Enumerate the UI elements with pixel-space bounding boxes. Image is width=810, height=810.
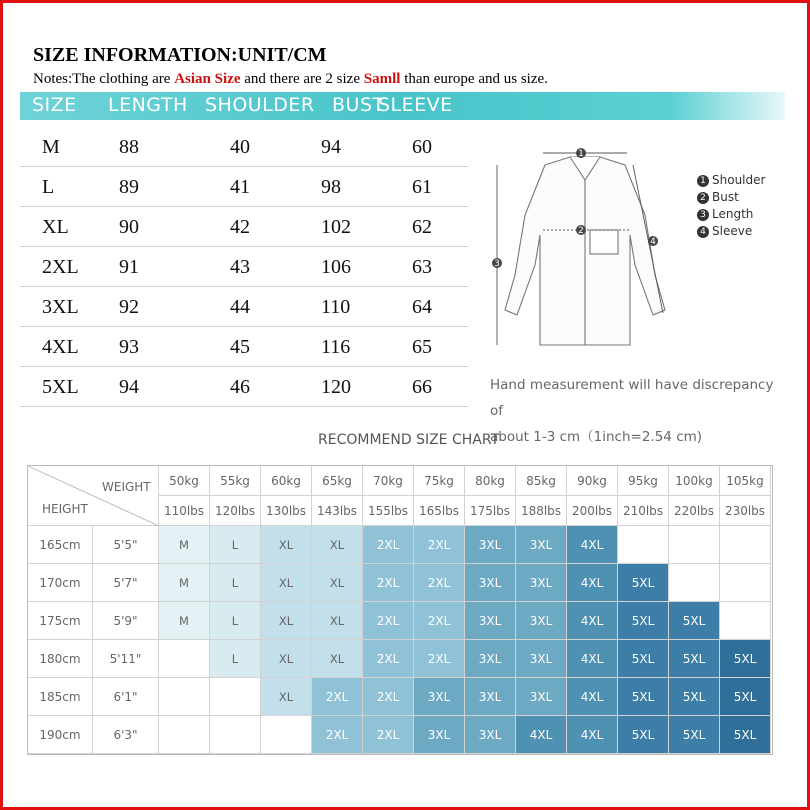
marker-4: 4: [650, 237, 656, 247]
weight-lbs-header: 220lbs: [669, 496, 720, 526]
size-label: 5XL: [42, 376, 79, 398]
size-cell: 2XL: [312, 716, 363, 754]
marker-3: 3: [494, 259, 500, 269]
notes-mid: and there are 2 size: [240, 71, 364, 87]
height-cm-label: 190cm: [28, 716, 93, 754]
measurement-value: 106: [321, 256, 351, 278]
size-cell: 2XL: [363, 526, 414, 564]
weight-kg-header: 90kg: [567, 466, 618, 496]
weight-kg-header: 85kg: [516, 466, 567, 496]
measurement-value: 66: [412, 376, 432, 398]
size-cell: L: [210, 602, 261, 640]
size-cell: 5XL: [618, 564, 669, 602]
weight-kg-header: 65kg: [312, 466, 363, 496]
size-cell: M: [159, 564, 210, 602]
measurement-value: 62: [412, 216, 432, 238]
size-cell: 5XL: [618, 678, 669, 716]
size-cell: 5XL: [720, 640, 771, 678]
column-header-sleeve: SLEEVE: [378, 94, 453, 116]
height-cm-label: 180cm: [28, 640, 93, 678]
size-cell: L: [210, 526, 261, 564]
size-row: [20, 246, 468, 287]
marker-1: 1: [578, 149, 584, 159]
recommend-chart-title: RECOMMEND SIZE CHART: [318, 432, 500, 448]
size-cell: 3XL: [414, 678, 465, 716]
size-row: [20, 206, 468, 247]
size-label: 3XL: [42, 296, 79, 318]
size-cell: 3XL: [465, 716, 516, 754]
size-cell: 3XL: [516, 678, 567, 716]
weight-kg-header: 95kg: [618, 466, 669, 496]
measurement-value: 120: [321, 376, 351, 398]
size-row: [20, 286, 468, 327]
size-row: [20, 366, 468, 407]
measurement-value: 90: [119, 216, 139, 238]
size-cell: L: [210, 640, 261, 678]
size-cell: 5XL: [618, 716, 669, 754]
size-cell: 2XL: [363, 564, 414, 602]
measurement-value: 93: [119, 336, 139, 358]
measurement-legend: [697, 172, 765, 240]
measurement-note-line1: Hand measurement will have discrepancy of: [490, 377, 774, 419]
measurement-value: 43: [230, 256, 250, 278]
measurement-note: [490, 372, 780, 450]
size-cell: M: [159, 602, 210, 640]
size-cell: [669, 526, 720, 564]
size-cell: [159, 716, 210, 754]
weight-kg-header: 55kg: [210, 466, 261, 496]
measurement-value: 60: [412, 136, 432, 158]
height-ft-label: 6'3": [93, 716, 159, 754]
size-cell: 2XL: [363, 640, 414, 678]
size-cell: 3XL: [465, 678, 516, 716]
weight-lbs-header: 130lbs: [261, 496, 312, 526]
measurement-value: 102: [321, 216, 351, 238]
notes-suffix: than europe and us size.: [400, 71, 548, 87]
size-label: 2XL: [42, 256, 79, 278]
size-cell: XL: [261, 526, 312, 564]
measurement-value: 91: [119, 256, 139, 278]
size-cell: 2XL: [363, 716, 414, 754]
size-cell: 3XL: [516, 602, 567, 640]
size-cell: XL: [312, 602, 363, 640]
size-cell: 3XL: [465, 640, 516, 678]
measurement-note-line2: about 1-3 cm（1inch=2.54 cm): [490, 429, 703, 445]
measurement-value: 116: [321, 336, 351, 358]
height-ft-label: 6'1": [93, 678, 159, 716]
size-cell: XL: [261, 678, 312, 716]
size-cell: XL: [261, 640, 312, 678]
column-header-shoulder: SHOULDER: [205, 94, 315, 116]
column-header-bust: BUST: [332, 94, 385, 116]
size-row: [20, 126, 468, 167]
measurement-value: 46: [230, 376, 250, 398]
height-ft-label: 5'9": [93, 602, 159, 640]
notes-asian-size: Asian Size: [174, 71, 241, 87]
size-cell: [159, 678, 210, 716]
measurement-value: 45: [230, 336, 250, 358]
size-cell: 2XL: [312, 678, 363, 716]
weight-kg-header: 50kg: [159, 466, 210, 496]
size-cell: XL: [261, 602, 312, 640]
size-cell: XL: [312, 526, 363, 564]
height-label: HEIGHT: [42, 502, 88, 516]
size-cell: 2XL: [414, 640, 465, 678]
height-cm-label: 165cm: [28, 526, 93, 564]
size-cell: [720, 602, 771, 640]
weight-lbs-header: 155lbs: [363, 496, 414, 526]
height-cm-label: 175cm: [28, 602, 93, 640]
weight-lbs-header: 188lbs: [516, 496, 567, 526]
measurement-value: 92: [119, 296, 139, 318]
size-cell: 3XL: [516, 526, 567, 564]
measurement-value: 41: [230, 176, 250, 198]
size-cell: M: [159, 526, 210, 564]
size-cell: [159, 640, 210, 678]
measurement-value: 44: [230, 296, 250, 318]
size-cell: XL: [261, 564, 312, 602]
column-header-size: SIZE: [32, 94, 77, 116]
size-cell: 5XL: [669, 602, 720, 640]
size-table-header: [20, 92, 785, 120]
measurement-value: 88: [119, 136, 139, 158]
size-cell: 3XL: [414, 716, 465, 754]
height-ft-label: 5'5": [93, 526, 159, 564]
measurement-value: 40: [230, 136, 250, 158]
weight-kg-header: 70kg: [363, 466, 414, 496]
size-cell: 2XL: [363, 678, 414, 716]
size-cell: 3XL: [465, 526, 516, 564]
size-label: 4XL: [42, 336, 79, 358]
notes-samll: Samll: [363, 71, 401, 87]
size-cell: 3XL: [465, 602, 516, 640]
weight-kg-header: 80kg: [465, 466, 516, 496]
size-cell: 2XL: [414, 564, 465, 602]
size-cell: 4XL: [516, 716, 567, 754]
size-cell: 3XL: [516, 564, 567, 602]
size-row: [20, 166, 468, 207]
notes-prefix: Notes:The clothing are: [33, 71, 175, 87]
size-notes: [33, 71, 548, 88]
size-cell: 2XL: [414, 526, 465, 564]
size-cell: 4XL: [567, 526, 618, 564]
corner-divider: [28, 466, 159, 526]
weight-kg-header: 105kg: [720, 466, 771, 496]
weight-lbs-header: 110lbs: [159, 496, 210, 526]
size-cell: 4XL: [567, 678, 618, 716]
size-label: L: [42, 176, 55, 198]
measurement-value: 63: [412, 256, 432, 278]
height-ft-label: 5'11": [93, 640, 159, 678]
marker-2: 2: [578, 226, 584, 236]
size-cell: 4XL: [567, 564, 618, 602]
shirt-measurement-diagram: [485, 135, 785, 365]
weight-height-corner: [28, 466, 159, 526]
legend-item-bust: 2 Bust: [697, 189, 765, 206]
weight-kg-header: 75kg: [414, 466, 465, 496]
size-cell: [669, 564, 720, 602]
measurement-value: 65: [412, 336, 432, 358]
weight-lbs-header: 120lbs: [210, 496, 261, 526]
measurement-value: 61: [412, 176, 432, 198]
size-cell: 5XL: [669, 716, 720, 754]
size-label: M: [42, 136, 60, 158]
size-cell: 5XL: [720, 716, 771, 754]
legend-item-shoulder: 1 Shoulder: [697, 172, 765, 189]
recommend-size-grid: [27, 465, 773, 755]
page-title: SIZE INFORMATION:UNIT/CM: [33, 44, 327, 66]
size-cell: [720, 526, 771, 564]
size-cell: 5XL: [618, 640, 669, 678]
measurement-value: 110: [321, 296, 351, 318]
size-cell: 3XL: [465, 564, 516, 602]
measurement-value: 94: [321, 136, 341, 158]
weight-kg-header: 60kg: [261, 466, 312, 496]
weight-lbs-header: 210lbs: [618, 496, 669, 526]
height-cm-label: 170cm: [28, 564, 93, 602]
size-cell: 5XL: [669, 640, 720, 678]
measurement-value: 89: [119, 176, 139, 198]
size-cell: 4XL: [567, 640, 618, 678]
size-cell: 2XL: [414, 602, 465, 640]
size-cell: 5XL: [618, 602, 669, 640]
weight-label: WEIGHT: [102, 480, 151, 494]
size-cell: XL: [312, 640, 363, 678]
size-cell: [720, 564, 771, 602]
size-cell: L: [210, 564, 261, 602]
size-cell: [261, 716, 312, 754]
size-cell: 5XL: [669, 678, 720, 716]
column-header-length: LENGTH: [108, 94, 188, 116]
size-cell: 5XL: [720, 678, 771, 716]
weight-lbs-header: 143lbs: [312, 496, 363, 526]
height-cm-label: 185cm: [28, 678, 93, 716]
size-cell: 2XL: [363, 602, 414, 640]
size-row: [20, 326, 468, 367]
size-cell: 3XL: [516, 640, 567, 678]
weight-kg-header: 100kg: [669, 466, 720, 496]
size-label: XL: [42, 216, 69, 238]
size-cell: [618, 526, 669, 564]
size-cell: 4XL: [567, 716, 618, 754]
size-cell: XL: [312, 564, 363, 602]
measurement-value: 94: [119, 376, 139, 398]
size-cell: [210, 678, 261, 716]
weight-lbs-header: 200lbs: [567, 496, 618, 526]
weight-lbs-header: 175lbs: [465, 496, 516, 526]
measurement-value: 64: [412, 296, 432, 318]
size-cell: [210, 716, 261, 754]
weight-lbs-header: 165lbs: [414, 496, 465, 526]
legend-item-length: 3 Length: [697, 206, 765, 223]
height-ft-label: 5'7": [93, 564, 159, 602]
legend-item-sleeve: 4 Sleeve: [697, 223, 765, 240]
weight-lbs-header: 230lbs: [720, 496, 771, 526]
measurement-value: 42: [230, 216, 250, 238]
size-cell: 4XL: [567, 602, 618, 640]
measurement-value: 98: [321, 176, 341, 198]
